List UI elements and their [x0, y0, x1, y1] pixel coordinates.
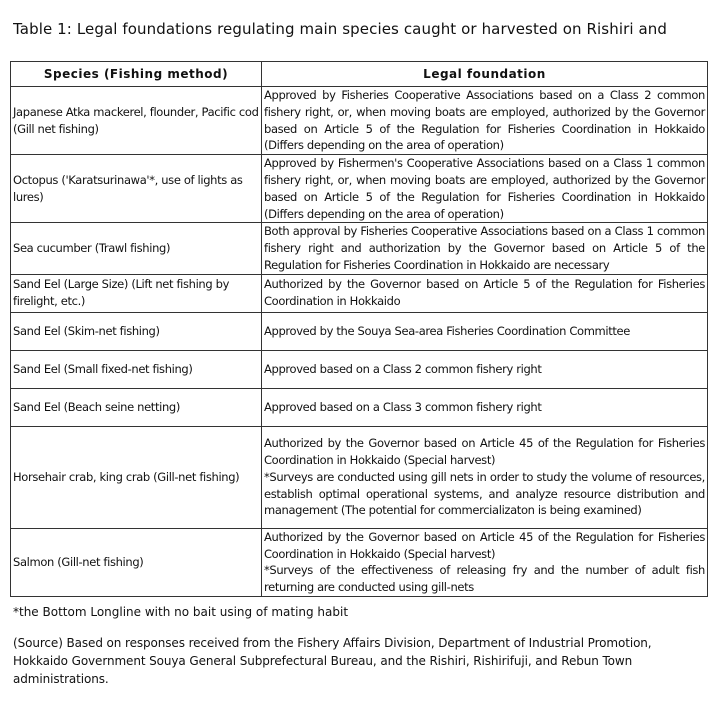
legal-foundation-cell: Authorized by the Governor based on Article 5 of the Regulation for Fisheries Coordination in Hokkaido	[262, 274, 708, 312]
legal-foundation-cell: Approved by Fishermen's Cooperative Associations based on a Class 1 common fishery right, or, when moving boats are employed, authorized by the Governor based on Article 5 of the Regulation for Fisheries Coordination in Hokkaido (Differs depending on the area of operation)	[262, 155, 708, 223]
table-row	[11, 528, 708, 596]
species-cell: Sand Eel (Skim-net fishing)	[11, 312, 262, 350]
species-cell: Horsehair crab, king crab (Gill-net fishing)	[11, 426, 262, 528]
species-cell: Salmon (Gill-net fishing)	[11, 528, 262, 596]
table-row	[11, 388, 708, 426]
table-row	[11, 312, 708, 350]
table-header-row	[11, 62, 708, 87]
legal-foundations-table	[10, 61, 708, 597]
legal-foundation-cell: Authorized by the Governor based on Article 45 of the Regulation for Fisheries Coordination in Hokkaido (Special harvest) *Surveys of the effectiveness of releasing fry and the number of adult fish returning are conducted using gill-nets	[262, 528, 708, 596]
table-title: Table 1: Legal foundations regulating main species caught or harvested on Rishiri and	[13, 20, 668, 38]
column-header-legal-foundation: Legal foundation	[262, 62, 708, 87]
species-cell: Sand Eel (Beach seine netting)	[11, 388, 262, 426]
species-cell: Sand Eel (Small fixed-net fishing)	[11, 350, 262, 388]
species-cell: Sand Eel (Large Size) (Lift net fishing by firelight, etc.)	[11, 274, 262, 312]
legal-foundation-cell: Approved based on a Class 3 common fishery right	[262, 388, 708, 426]
species-cell: Octopus ('Karatsurinawa'*, use of lights as lures)	[11, 155, 262, 223]
legal-foundation-cell: Both approval by Fisheries Cooperative Associations based on a Class 1 common fishery right and authorization by the Governor based on Article 5 of the Regulation for Fisheries Coordination in Hokkaido are necessary	[262, 223, 708, 274]
legal-foundation-cell: Approved based on a Class 2 common fishery right	[262, 350, 708, 388]
table-row	[11, 274, 708, 312]
table-row	[11, 87, 708, 155]
table-row	[11, 155, 708, 223]
table-row	[11, 350, 708, 388]
column-header-species: Species (Fishing method)	[11, 62, 262, 87]
species-cell: Sea cucumber (Trawl fishing)	[11, 223, 262, 274]
legal-foundation-cell: Approved by Fisheries Cooperative Associations based on a Class 2 common fishery right, or, when moving boats are employed, authorized by the Governor based on Article 5 of the Regulation for Fisheries Coordination in Hokkaido (Differs depending on the area of operation)	[262, 87, 708, 155]
table-row	[11, 426, 708, 528]
legal-foundation-cell: Authorized by the Governor based on Article 45 of the Regulation for Fisheries Coordination in Hokkaido (Special harvest) *Surveys are conducted using gill nets in order to study the volume of resources, establish optimal operational systems, and analyze resource distribution and management (The potential for commercializaton is being examined)	[262, 426, 708, 528]
legal-foundation-cell: Approved by the Souya Sea-area Fisheries Coordination Committee	[262, 312, 708, 350]
source-note: (Source) Based on responses received from the Fishery Affairs Division, Department of Industrial Promotion, Hokkaido Government Souya General Subprefectural Bureau, and the Rishiri, Rishirifuji, and Rebun Town administrations.	[13, 636, 652, 686]
table-row	[11, 223, 708, 274]
footnote: *the Bottom Longline with no bait using of mating habit	[13, 605, 349, 619]
species-cell: Japanese Atka mackerel, flounder, Pacific cod (Gill net fishing)	[11, 87, 262, 155]
